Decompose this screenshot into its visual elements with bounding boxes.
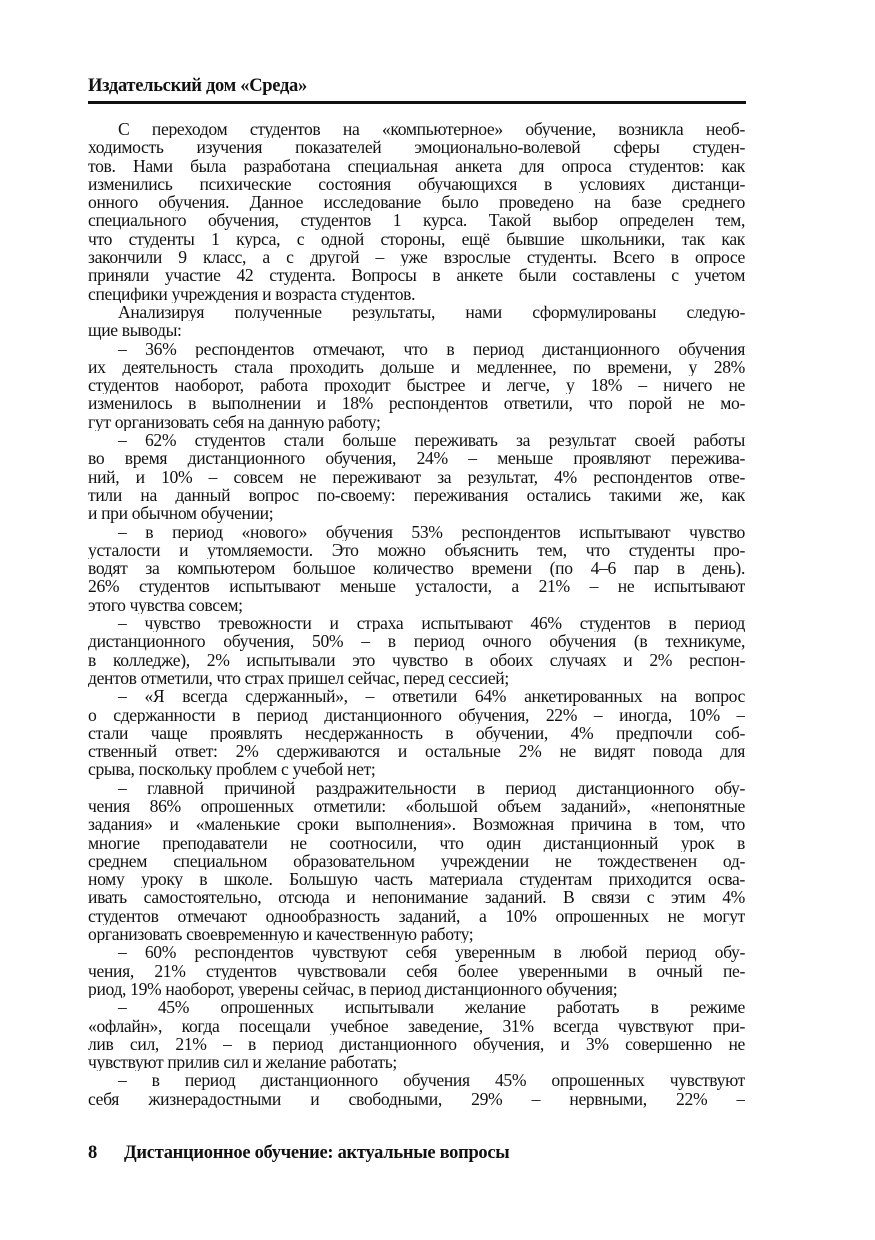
footer-title: Дистанционное обучение: актуальные вопросы (124, 1143, 510, 1163)
text-line: С переходом студентов на «компьютерное» обучение, возникла необ- (118, 120, 745, 139)
body-text (88, 120, 745, 1108)
text-line: – «Я всегда сдержанный», – ответили 64% анкетированных на вопрос (118, 687, 745, 706)
text-line: ивать самостоятельно, отсюда и непонимание заданий. В связи с этим 4% (88, 888, 745, 907)
text-line: чения 86% опрошенных отметили: «большой объем заданий», «непонятные (88, 796, 745, 816)
text-line: этого чувства совсем; (88, 595, 243, 615)
text-line: во время дистанционного обучения, 24% – меньше проявляют пережива- (88, 449, 745, 468)
text-line: среднем специальном образовательном учреждении не тождественен од- (88, 851, 745, 871)
text-line: в колледже), 2% испытывали это чувство в обоих случаях и 2% респон- (88, 650, 745, 669)
text-line: приняли участие 42 студента. Вопросы в анкете были составлены с учетом (88, 266, 745, 285)
text-line: – чувство тревожности и страха испытывают 46% студентов в период (118, 614, 745, 633)
text-line: что студенты 1 курса, с одной стороны, ещё бывшие школьники, так как (88, 229, 745, 249)
text-line: специального обучения, студентов 1 курса. Такой выбор определен тем, (88, 211, 745, 230)
text-line: чения, 21% студентов чувствовали себя более уверенными в очный пе- (88, 961, 745, 980)
text-line: ходимость изучения показателей эмоционально-волевой сферы студен- (88, 138, 745, 157)
running-footer (88, 1143, 509, 1164)
page-number: 8 (88, 1143, 97, 1163)
text-line: Анализируя полученные результаты, нами сформулированы следую- (118, 302, 745, 322)
text-line: ному уроку в школе. Большую часть материала студентам приходится осва- (88, 870, 745, 889)
text-line: организовать своевременную и качественную работу; (88, 925, 474, 944)
text-line: – 60% респондентов чувствуют себя уверенным в любой период обу- (118, 943, 745, 962)
text-line: гут организовать себя на данную работу; (88, 412, 381, 432)
running-header: Издательский дом «Среда» (88, 76, 307, 96)
text-line: студентов отмечают однообразность заданий, а 10% опрошенных не могут (88, 906, 745, 926)
text-line: водят за компьютером большое количество времени (по 4–6 пар в день). (88, 559, 745, 578)
text-line: – в период дистанционного обучения 45% опрошенных чувствуют (118, 1071, 745, 1090)
text-line: онного обучения. Данное исследование было проведено на базе среднего (88, 193, 745, 212)
text-line: усталости и утомляемости. Это можно объяснить тем, что студенты про- (88, 540, 745, 560)
text-line: их деятельность стала проходить дольше и медленнее, по времени, у 28% (88, 357, 745, 377)
text-line: изменились психические состояния обучающихся в условиях дистанци- (88, 174, 745, 194)
text-line: 26% студентов испытывают меньше усталости, а 21% – не испытывают (88, 577, 745, 596)
text-line: о сдержанности в период дистанционного обучения, 22% – иногда, 10% – (88, 705, 745, 724)
text-line: риод, 19% наоборот, уверены сейчас, в период дистанционного обучения; (88, 979, 618, 999)
text-line: ственный ответ: 2% сдерживаются и остальные 2% не видят повода для (88, 742, 745, 761)
text-line: «офлайн», когда посещали учебное заведение, 31% всегда чувствуют при- (88, 1016, 745, 1035)
text-line: щие выводы: (88, 321, 182, 340)
text-line: ний, и 10% – совсем не переживают за результат, 4% респондентов отве- (88, 467, 745, 486)
text-line: чувствуют прилив сил и желание работать; (88, 1053, 397, 1072)
text-line: себя жизнерадостными и свободными, 29% – нервными, 22% – (88, 1089, 745, 1109)
text-line: дентов отметили, что страх пришел сейчас, перед сессией; (88, 668, 509, 688)
text-line: – главной причиной раздражительности в период дистанционного обу- (118, 778, 745, 797)
text-line: изменилось в выполнении и 18% респондентов ответили, что порой не мо- (88, 394, 745, 413)
text-line: срыва, поскольку проблем с учебой нет; (88, 760, 376, 779)
text-line: тили на данный вопрос по-своему: переживания остались такими же, как (88, 485, 745, 505)
text-line: задания» и «маленькие сроки выполнения». Возможная причина в том, что (88, 815, 745, 834)
text-line: тов. Нами была разработана специальная анкета для опроса студентов: как (88, 156, 745, 175)
text-line: специфики учреждения и возраста студентов. (88, 284, 416, 303)
text-line: студентов наоборот, работа проходит быстрее и легче, у 18% – ничего не (88, 376, 745, 395)
text-line: – 36% респондентов отмечают, что в период дистанционного обучения (118, 339, 745, 358)
text-line: и при обычном обучении; (88, 504, 274, 523)
text-line: – 45% опрошенных испытывали желание работать в режиме (118, 998, 745, 1017)
text-line: дистанционного обучения, 50% – в период очного обучения (в техникуме, (88, 632, 745, 651)
text-line: – в период «нового» обучения 53% респондентов испытывают чувство (118, 522, 745, 541)
text-line: стали чаще проявлять несдержанность в обучении, 4% предпочли соб- (88, 723, 745, 743)
header-rule (88, 101, 746, 104)
text-line: лив сил, 21% – в период дистанционного обучения, и 3% совершенно не (88, 1034, 745, 1054)
text-line: многие преподаватели не соотносили, что один дистанционный урок в (88, 833, 745, 852)
text-line: закончили 9 класс, а с другой – уже взрослые студенты. Всего в опросе (88, 248, 745, 267)
text-line: – 62% студентов стали больше переживать за результат своей работы (118, 431, 745, 450)
